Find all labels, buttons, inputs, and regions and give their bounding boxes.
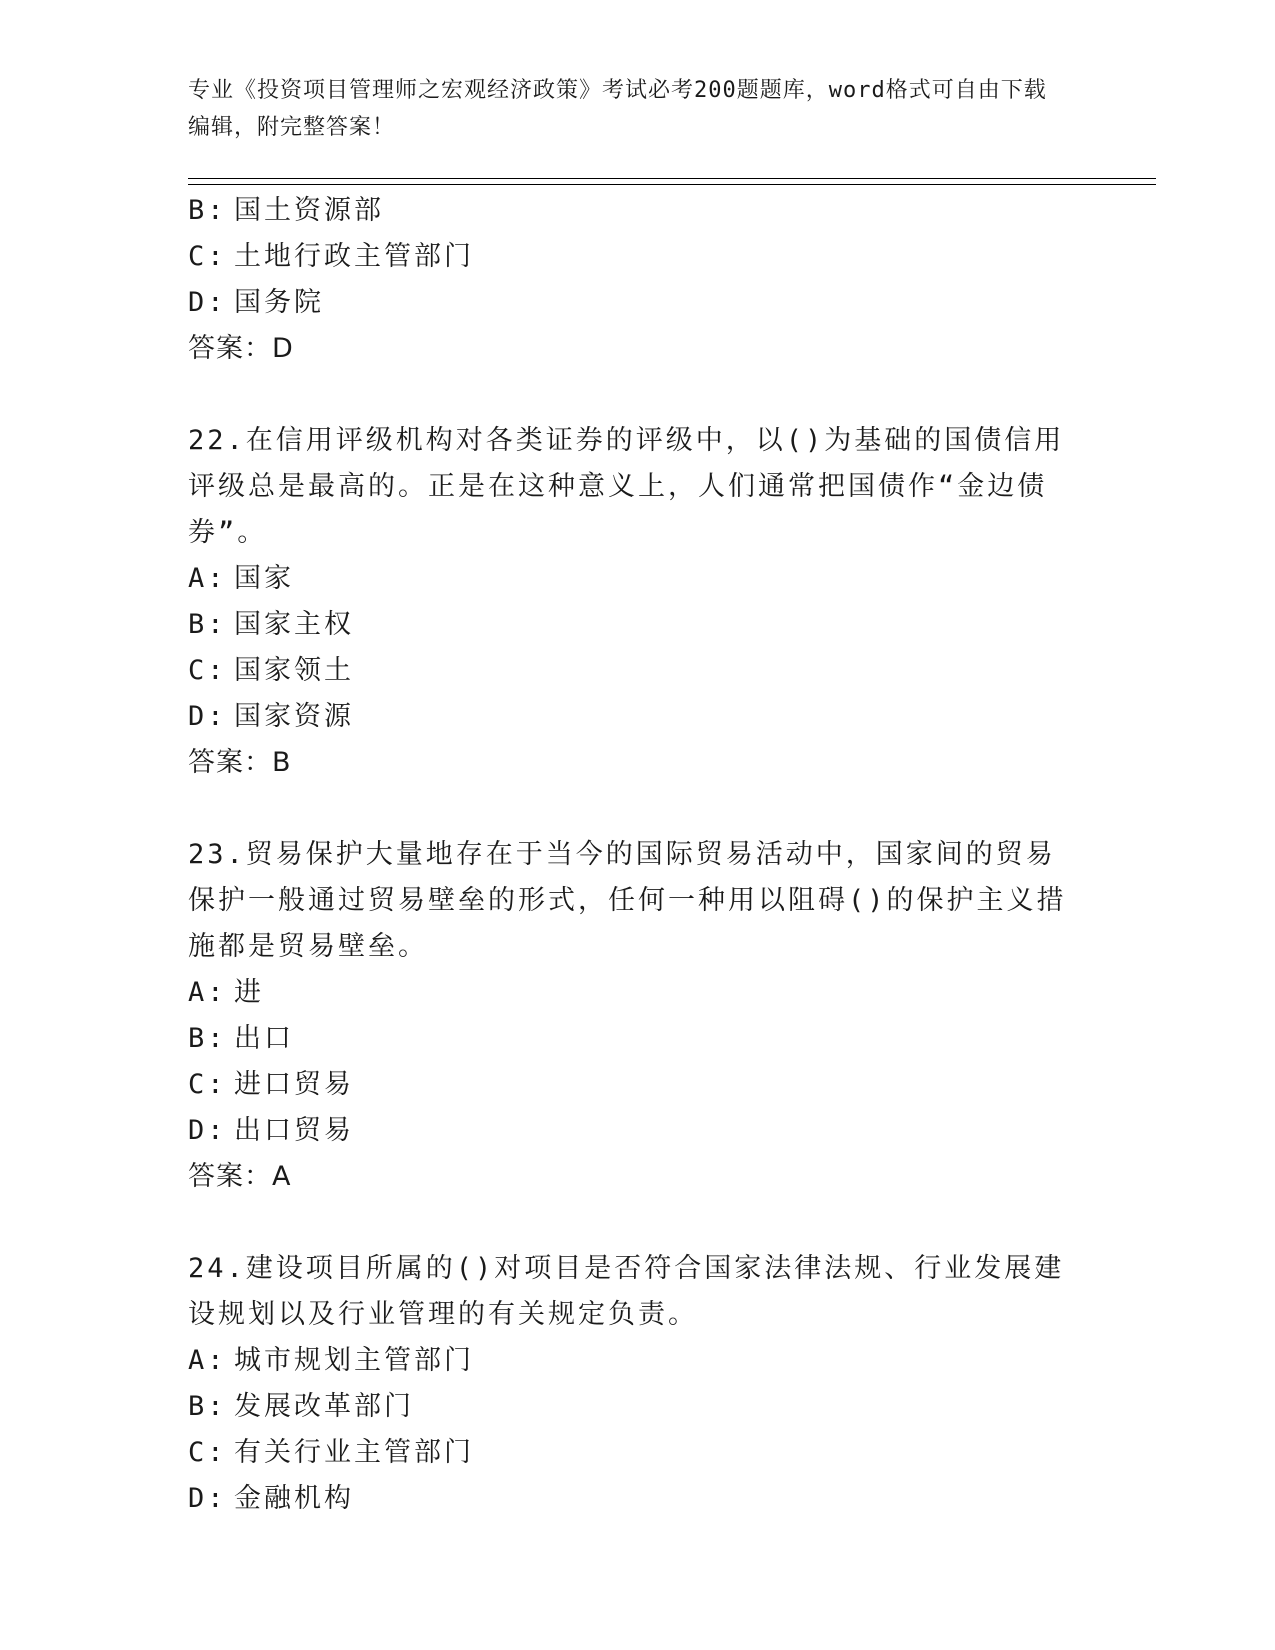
option-text: 城市规划主管部门: [234, 1345, 474, 1376]
option-text: 出口贸易: [234, 1115, 354, 1146]
question-text: 23.贸易保护大量地存在于当今的国际贸易活动中，国家间的贸易保护一般通过贸易壁垒的形式，任何一种用以阻碍()的保护主义措施都是贸易壁垒。: [188, 839, 1067, 962]
option-text: 进口贸易: [234, 1069, 354, 1100]
question-23: [188, 832, 1088, 1200]
option-d: [188, 1476, 1088, 1522]
option-label: C:: [188, 1069, 227, 1100]
option-label: B:: [188, 1391, 227, 1422]
option-label: D:: [188, 1115, 227, 1146]
option-text: 国务院: [234, 287, 324, 318]
option-label: C:: [188, 1437, 227, 1468]
option-b: [188, 1016, 1088, 1062]
option-a: [188, 1338, 1088, 1384]
answer-line: 答案：A: [188, 1161, 292, 1192]
option-label: B:: [188, 195, 227, 226]
option-label: B:: [188, 1023, 227, 1054]
answer-line: 答案：D: [188, 333, 294, 364]
option-label: D:: [188, 287, 227, 318]
option-d: [188, 280, 1088, 326]
option-label: A:: [188, 1345, 227, 1376]
header-rule-top: [188, 178, 1156, 179]
option-text: 土地行政主管部门: [234, 241, 474, 272]
answer-line: 答案：B: [188, 747, 292, 778]
question-22: [188, 418, 1088, 786]
question-text: 24.建设项目所属的()对项目是否符合国家法律法规、行业发展建设规划以及行业管理的有关规定负责。: [188, 1253, 1065, 1330]
option-label: D:: [188, 701, 227, 732]
option-text: 国家: [234, 563, 294, 594]
question-24: [188, 1246, 1088, 1522]
option-text: 国土资源部: [234, 195, 384, 226]
question-21-partial: [188, 188, 1088, 372]
option-d: [188, 694, 1088, 740]
option-d: [188, 1108, 1088, 1154]
spacer: [188, 372, 1088, 418]
option-b: [188, 1384, 1088, 1430]
option-label: A:: [188, 977, 227, 1008]
question-text: 22.在信用评级机构对各类证券的评级中，以()为基础的国债信用评级总是最高的。正是在这种意义上，人们通常把国债作“金边债券”。: [188, 425, 1065, 548]
option-a: [188, 556, 1088, 602]
option-c: [188, 234, 1088, 280]
option-label: B:: [188, 609, 227, 640]
option-text: 发展改革部门: [234, 1391, 414, 1422]
option-label: A:: [188, 563, 227, 594]
option-c: [188, 648, 1088, 694]
option-text: 出口: [234, 1023, 294, 1054]
option-label: C:: [188, 241, 227, 272]
option-text: 国家资源: [234, 701, 354, 732]
option-b: [188, 188, 1088, 234]
option-text: 有关行业主管部门: [234, 1437, 474, 1468]
header-rule-bottom: [188, 184, 1156, 185]
document-header: 专业《投资项目管理师之宏观经济政策》考试必考200题题库，word格式可自由下载编辑，附完整答案！: [188, 78, 1047, 140]
spacer: [188, 786, 1088, 832]
option-text: 国家主权: [234, 609, 354, 640]
option-a: [188, 970, 1088, 1016]
option-label: C:: [188, 655, 227, 686]
option-c: [188, 1062, 1088, 1108]
option-label: D:: [188, 1483, 227, 1514]
option-c: [188, 1430, 1088, 1476]
option-text: 进: [234, 977, 264, 1008]
option-text: 金融机构: [234, 1483, 354, 1514]
document-content: [188, 188, 1088, 1522]
spacer: [188, 1200, 1088, 1246]
option-text: 国家领土: [234, 655, 354, 686]
option-b: [188, 602, 1088, 648]
